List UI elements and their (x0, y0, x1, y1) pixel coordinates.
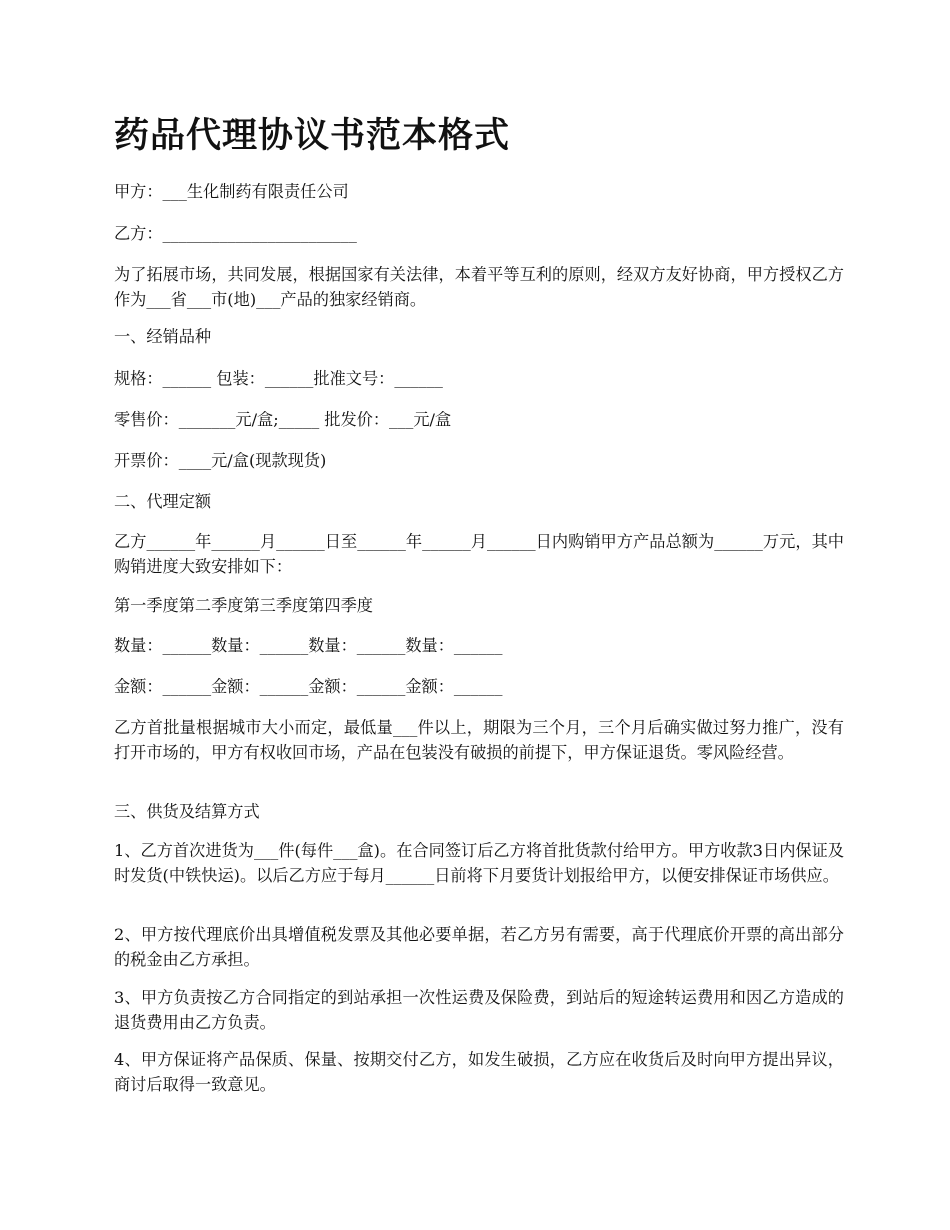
section-heading-supply: 三、供货及结算方式 (114, 802, 260, 821)
preamble-paragraph: 为了拓展市场，共同发展，根据国家有关法律，本着平等互利的原则，经双方友好协商，甲方授权乙方作为___省___市(地)___产品的独家经销商。 (114, 265, 844, 309)
clause-4-paragraph: 4、甲方保证将产品保质、保量、按期交付乙方，如发生破损，乙方应在收货后及时向甲方提出异议，商讨后取得一致意见。 (114, 1050, 844, 1094)
quota-paragraph: 乙方______年______月______日至______年______月______日内购销甲方产品总额为______万元，其中购销进度大致安排如下： (114, 532, 844, 576)
invoice-price-line: 开票价：____元/盒(现款现货) (114, 451, 327, 470)
section-heading-quota: 二、代理定额 (114, 492, 212, 511)
amount-line: 金额：______金额：______金额：______金额：______ (114, 677, 503, 696)
party-a-line: 甲方：___生化制药有限责任公司 (114, 182, 349, 201)
document-title: 药品代理协议书范本格式 (114, 115, 511, 156)
quarters-line: 第一季度第二季度第三季度第四季度 (114, 596, 373, 615)
spec-line: 规格：______ 包装：______批准文号：______ (114, 369, 443, 388)
section-heading-products: 一、经销品种 (114, 327, 212, 346)
first-batch-paragraph: 乙方首批量根据城市大小而定，最低量___件以上，期限为三个月，三个月后确实做过努力推广，没有打开市场的，甲方有权收回市场，产品在包装没有破损的前提下，甲方保证退货。零风险经营。 (114, 718, 844, 762)
party-b-line: 乙方：________________________ (114, 224, 357, 243)
retail-price-line: 零售价：_______元/盒;_____ 批发价：___元/盒 (114, 410, 452, 429)
clause-1-paragraph: 1、乙方首次进货为___件(每件___盒)。在合同签订后乙方将首批货款付给甲方。甲方收款3日内保证及时发货(中铁快运)。以后乙方应于每月______日前将下月要货计划报给甲方，以便安排保证市场供应。 (114, 841, 844, 885)
quantity-line: 数量：______数量：______数量：______数量：______ (114, 636, 503, 655)
clause-3-paragraph: 3、甲方负责按乙方合同指定的到站承担一次性运费及保险费，到站后的短途转运费用和因乙方造成的退货费用由乙方负责。 (114, 988, 844, 1032)
clause-2-paragraph: 2、甲方按代理底价出具增值税发票及其他必要单据，若乙方另有需要，高于代理底价开票的高出部分的税金由乙方承担。 (114, 925, 844, 969)
